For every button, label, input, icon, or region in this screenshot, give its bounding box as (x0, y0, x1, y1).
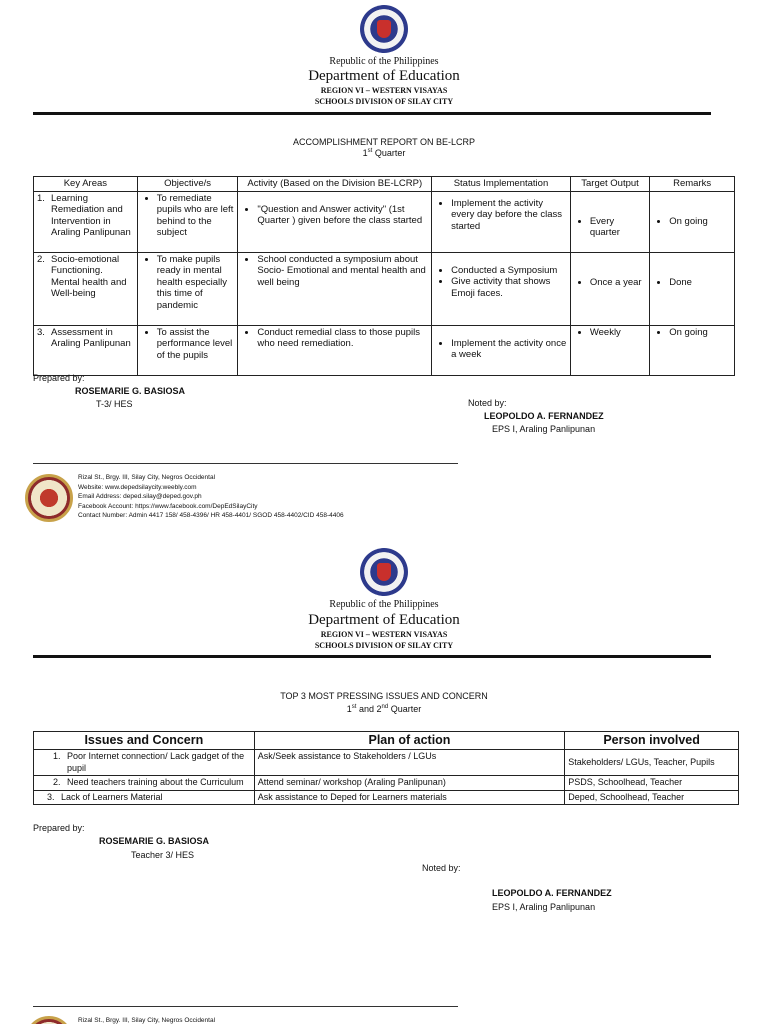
key-area-cell: Assessment in Araling Panlipunan (51, 326, 131, 349)
footer-rule (33, 1006, 458, 1007)
preparer-name: ROSEMARIE G. BASIOSA (99, 836, 210, 846)
target-cell: • Once a year (590, 277, 646, 289)
report1-quarter: 1st Quarter (362, 148, 406, 158)
key-area-cell: Socio-emotional Functioning. Mental health and Well-being (51, 253, 127, 299)
person-cell: PSDS, Schoolhead, Teacher (565, 776, 739, 791)
region-text: REGION VI – WESTERN VISAYAS (320, 86, 448, 95)
column-header: Key Areas (34, 177, 138, 192)
person-cell: Stakeholders/ LGUs, Teacher, Pupils (565, 750, 739, 776)
department-title: Department of Education (308, 68, 460, 84)
remarks-cell: • On going (669, 216, 731, 228)
header-rule (33, 112, 711, 115)
division-text: SCHOOLS DIVISION OF SILAY CITY (314, 641, 454, 650)
republic-text: Republic of the Philippines (329, 599, 439, 610)
preparer-name: ROSEMARIE G. BASIOSA (75, 386, 186, 396)
status-cell: • Implement the activity once a week (451, 338, 567, 361)
objective-cell: • To assist the performance level of the pupils (157, 327, 235, 362)
footer-address: Rizal St., Brgy. III, Silay City, Negros Occidental (78, 474, 216, 481)
issue-cell: Need teachers training about the Curriculum (67, 777, 244, 787)
footer-contact-block (78, 473, 344, 521)
report1-title: ACCOMPLISHMENT REPORT ON BE-LCRP (292, 137, 476, 147)
table-row: 2. Socio-emotional Functioning. Mental health and Well-being • To make pupils ready in mental health especially this time of pandemic • School conducted a symposium about Socio- Emotional and mental health and well being • Conducted a Symposium • Give activity that shows Emoji faces. • Once a year • Done (34, 252, 735, 325)
footer-facebook: Facebook Account: https://www.facebook.com/DepEdSilayCity (78, 502, 258, 510)
status-cell: • Implement the activity every day before the class started (451, 198, 567, 233)
division-logo-icon (25, 474, 73, 522)
table-header-row (34, 732, 739, 750)
table-row: 2. Need teachers training about the Curriculum Attend seminar/ workshop (Araling Panlipunan) PSDS, Schoolhead, Teacher (34, 776, 739, 791)
footer-email: Email Address: deped.silay@deped.gov.ph (78, 493, 202, 500)
column-header: Person involved (565, 732, 739, 750)
plan-cell: Ask/Seek assistance to Stakeholders / LGUs (254, 750, 564, 776)
issue-cell: Lack of Learners Material (61, 791, 163, 802)
person-cell: Deped, Schoolhead, Teacher (565, 790, 739, 805)
noter-name: LEOPOLDO A. FERNANDEZ (492, 888, 612, 898)
prepared-by-label: Prepared by: (33, 823, 85, 833)
division-logo-icon (25, 1016, 73, 1024)
issues-table (33, 731, 739, 805)
preparer-title: T-3/ HES (96, 399, 133, 409)
noted-by-label: Noted by: (422, 863, 461, 873)
noter-name: LEOPOLDO A. FERNANDEZ (484, 411, 604, 421)
column-header: Status Implementation (432, 177, 571, 192)
status-cell: • Conducted a Symposium (451, 265, 567, 277)
header-rule (33, 655, 711, 658)
target-cell: • Every quarter (590, 216, 646, 239)
report2-title: TOP 3 MOST PRESSING ISSUES AND CONCERN (280, 691, 488, 701)
column-header: Issues and Concern (34, 732, 255, 750)
activity-cell: • Conduct remedial class to those pupils who need remediation. (257, 327, 428, 350)
remarks-cell: • On going (669, 327, 731, 339)
prepared-by-label: Prepared by: (33, 373, 85, 383)
activity-cell: • "Question and Answer activity" (1st Quarter ) given before the class started (257, 204, 428, 227)
table-row: 3. Assessment in Araling Panlipunan • To assist the performance level of the pupils • Conduct remedial class to those pupils who need remediation. • Implement the activity once a week • Weekly • On going (34, 325, 735, 375)
table-row: 1. Poor Internet connection/ Lack gadget of the pupil Ask/Seek assistance to Stakeholders / LGUs Stakeholders/ LGUs, Teacher, Pupils (34, 750, 739, 776)
noted-by-label: Noted by: (468, 398, 507, 408)
issue-cell: Poor Internet connection/ Lack gadget of the pupil (67, 751, 245, 773)
preparer-title: Teacher 3/ HES (131, 850, 195, 860)
objective-cell: • To make pupils ready in mental health especially this time of pandemic (157, 254, 235, 312)
division-text: SCHOOLS DIVISION OF SILAY CITY (314, 97, 454, 106)
column-header: Plan of action (254, 732, 564, 750)
column-header: Remarks (650, 177, 735, 192)
department-title: Department of Education (308, 612, 460, 628)
deped-seal-icon (360, 5, 408, 53)
objective-cell: • To remediate pupils who are left behind to the subject (157, 193, 235, 239)
table-row: 3. Lack of Learners Material Ask assistance to Deped for Learners materials Deped, Schoolhead, Teacher (34, 790, 739, 805)
plan-cell: Ask assistance to Deped for Learners materials (254, 790, 564, 805)
target-cell: • Weekly (590, 327, 646, 339)
key-area-cell: Learning Remediation and Intervention in Araling Panlipunan (51, 192, 131, 238)
noter-title: EPS I, Araling Panlipunan (492, 424, 596, 434)
deped-seal-icon (360, 548, 408, 596)
status-cell: • Give activity that shows Emoji faces. (451, 276, 567, 299)
footer-contact-number: Contact Number: Admin 4417 158/ 458-4396/ HR 458-4401/ SGOD 458-4402/CID 458-4406 (78, 512, 344, 519)
accomplishment-table (33, 176, 735, 376)
noter-title: EPS I, Araling Panlipunan (492, 902, 596, 912)
table-row: 1. Learning Remediation and Intervention in Araling Panlipunan • To remediate pupils who are left behind to the subject • "Question and Answer activity" (1st Quarter ) given before the class started • Implement the activity every day before the class started • Every quarter • On going (34, 191, 735, 252)
remarks-cell: • Done (669, 277, 731, 289)
report2-quarter: 1st and 2nd Quarter (346, 704, 422, 714)
footer-website: Website: www.depedsilaycity.weebly.com (78, 483, 197, 491)
plan-cell: Attend seminar/ workshop (Araling Panlipunan) (254, 776, 564, 791)
region-text: REGION VI – WESTERN VISAYAS (320, 630, 448, 639)
column-header: Objective/s (137, 177, 238, 192)
column-header: Activity (Based on the Division BE-LCRP) (238, 177, 432, 192)
footer-rule (33, 463, 458, 464)
footer-address: Rizal St., Brgy. III, Silay City, Negros Occidental (78, 1017, 216, 1024)
column-header: Target Output (570, 177, 649, 192)
table-header-row (34, 177, 735, 192)
activity-cell: • School conducted a symposium about Socio- Emotional and mental health and well being (257, 254, 428, 289)
republic-text: Republic of the Philippines (329, 56, 439, 67)
